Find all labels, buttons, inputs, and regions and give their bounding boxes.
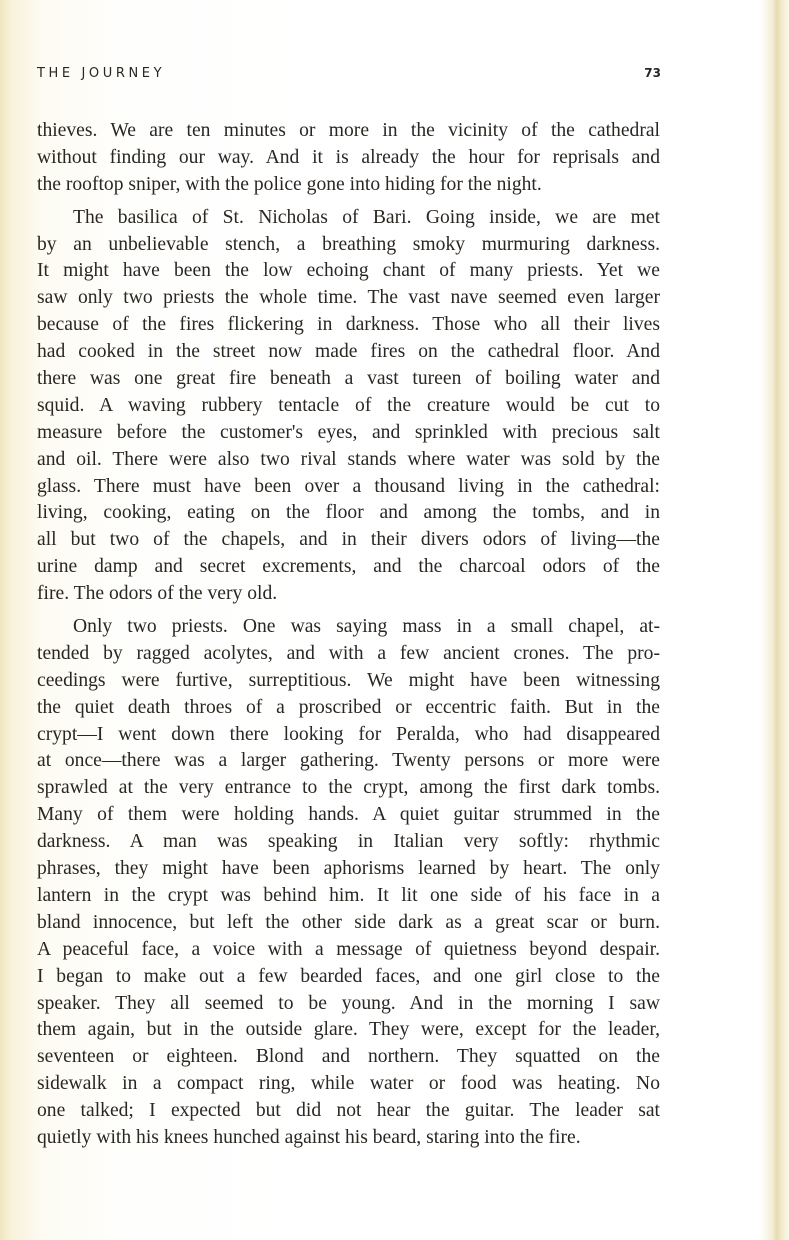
text-line: one talked; I expected but did not hear the guitar. The leader sat [37,1100,660,1122]
text-line: squid. A waving rubbery tentacle of the creature would be cut to [37,394,660,416]
text-line: A peaceful face, a voice with a message of quietness beyond despair. [37,938,660,960]
text-line: sprawled at the very entrance to the crypt, among the first dark tombs. [37,777,660,799]
text-line: The basilica of St. Nicholas of Bari. Going inside, we are met [73,206,660,228]
text-line: fire. The odors of the very old. [37,583,278,605]
text-line: saw only two priests the whole time. The vast nave seemed even larger [37,287,660,309]
paragraph [37,205,660,608]
text-line: urine damp and secret excrements, and the charcoal odors of the [37,556,660,578]
text-line: sidewalk in a compact ring, while water or food was heating. No [37,1073,660,1095]
text-line: measure before the customer's eyes, and sprinkled with precious salt [37,421,660,443]
paragraph [37,614,660,1152]
text-line: quietly with his knees hunched against his beard, staring into the fire. [37,1126,581,1148]
text-line: lantern in the crypt was behind him. It lit one side of his face in a [37,884,660,906]
text-line: them again, but in the outside glare. They were, except for the leader, [37,1019,660,1041]
text-line: Many of them were holding hands. A quiet guitar strummed in the [37,804,660,826]
text-line: the rooftop sniper, with the police gone into hiding for the night. [37,173,542,195]
text-line: speaker. They all seemed to be young. And in the morning I saw [37,992,660,1014]
paragraph [37,118,660,199]
text-line: without finding our way. And it is already the hour for reprisals and [37,146,660,168]
text-line: phrases, they might have been aphorisms learned by heart. The only [37,858,660,880]
running-head: THE JOURNEY [37,66,166,81]
text-line: had cooked in the street now made fires on the cathedral floor. And [37,341,660,363]
text-line: there was one great fire beneath a vast tureen of boiling water and [37,368,660,390]
text-line: all but two of the chapels, and in their divers odors of living—the [37,529,660,551]
text-line: crypt—I went down there looking for Peralda, who had disappeared [37,723,660,745]
text-line: because of the fires flickering in darkness. Those who all their lives [37,314,660,336]
text-line: seventeen or eighteen. Blond and northern. They squatted on the [37,1046,660,1068]
text-line: bland innocence, but left the other side dark as a great scar or burn. [37,911,660,933]
text-line: darkness. A man was speaking in Italian very softly: rhythmic [37,831,660,853]
text-line: and oil. There were also two rival stands where water was sold by the [37,448,660,470]
text-line: I began to make out a few bearded faces, and one girl close to the [37,965,660,987]
text-line: thieves. We are ten minutes or more in the vicinity of the cathedral [37,120,660,141]
text-line: at once—there was a larger gathering. Twenty persons or more were [37,750,660,772]
page-header [37,66,661,86]
text-line: It might have been the low echoing chant of many priests. Yet we [37,260,660,282]
text-line: living, cooking, eating on the floor and among the tombs, and in [37,502,660,524]
text-line: glass. There must have been over a thousand living in the cathedral: [37,475,660,497]
text-line: ceedings were furtive, surreptitious. We might have been witnessing [37,669,660,691]
page-number: 73 [644,66,661,80]
text-line: tended by ragged acolytes, and with a few ancient crones. The pro- [37,642,660,664]
body-text [37,118,660,1158]
text-line: Only two priests. One was saying mass in a small chapel, at- [73,616,660,638]
text-line: the quiet death throes of a proscribed or eccentric faith. But in the [37,696,660,718]
text-line: by an unbelievable stench, a breathing smoky murmuring darkness. [37,233,660,255]
